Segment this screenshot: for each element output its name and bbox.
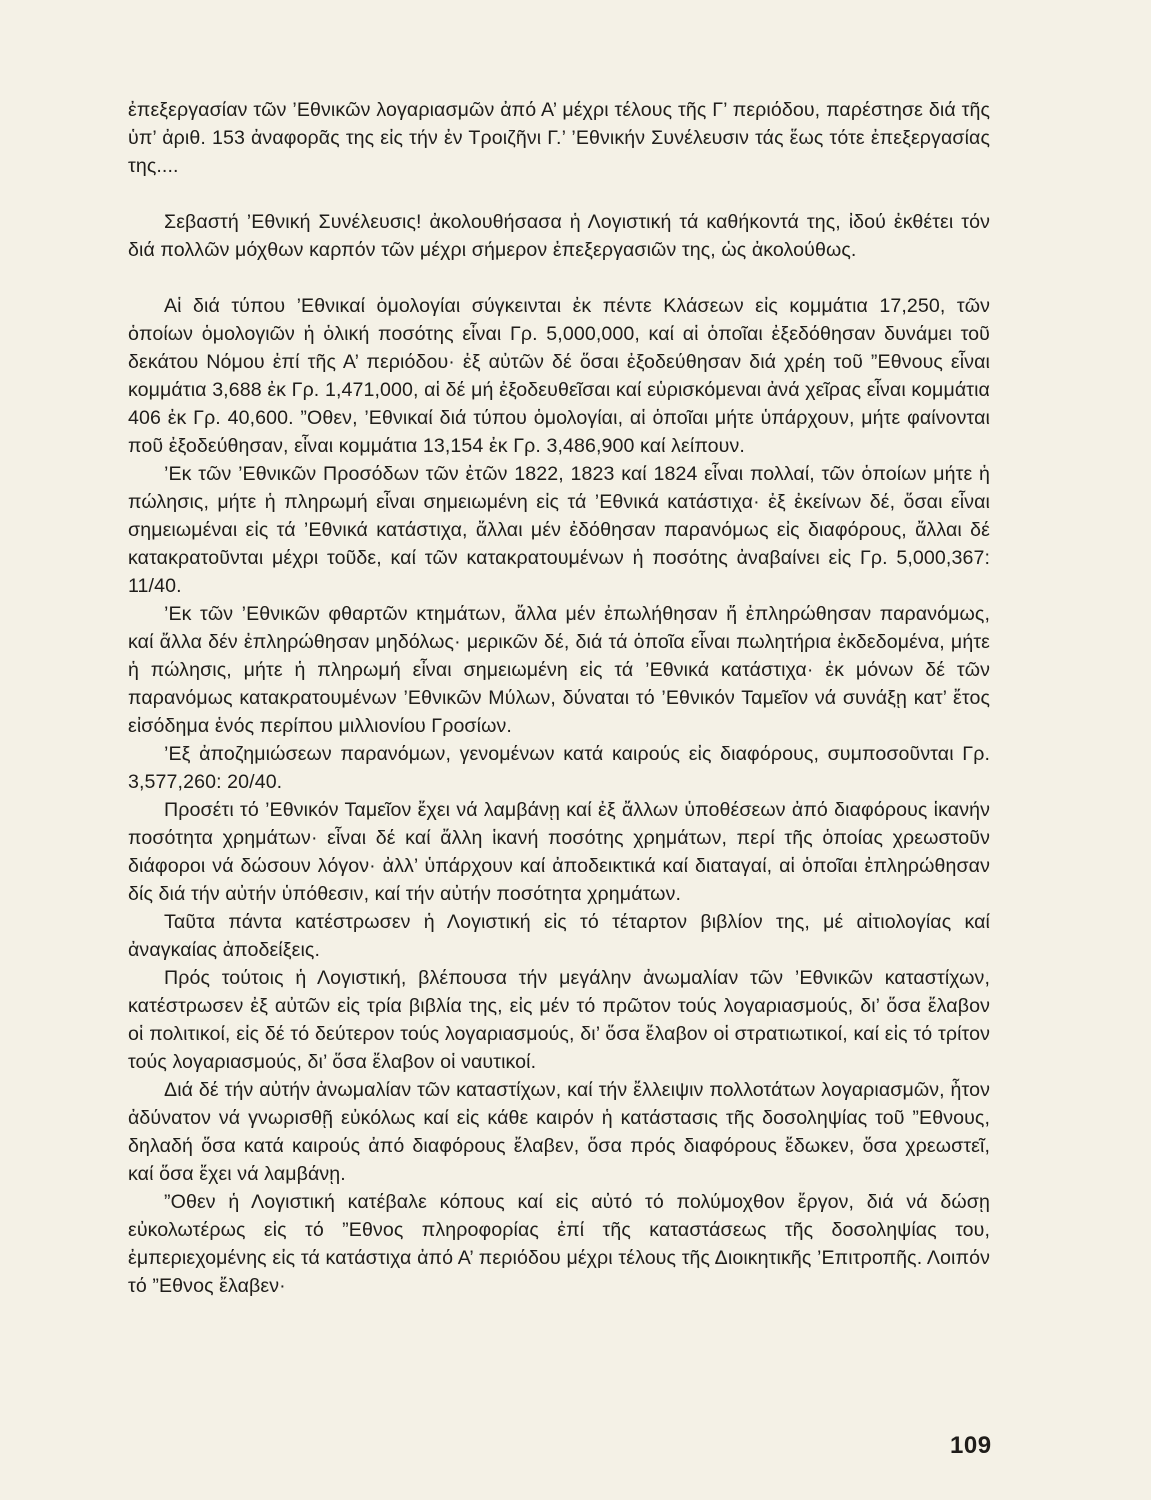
page-number: 109	[950, 1432, 992, 1459]
paragraph-treasury: Προσέτι τό ’Εθνικόν Ταμεῖον ἔχει νά λαμβάνῃ καί ἐξ ἄλλων ὑποθέσεων ἀπό διαφόρους ἱκανήν ποσότητα χρημάτων· εἶναι δέ καί ἄλλη ἱκανή ποσότης χρημάτων, περί τῆς ὁποίας χρεωστοῦν διάφοροι νά δώσουν λόγον· ἀλλ’ ὑπάρχουν καί ἀποδεικτικά καί διαταγαί, αἱ ὁποῖαι ἐπληρώθησαν δίς διά τήν αὐτήν ὑπόθεσιν, καί τήν αὐτήν ποσότητα χρημάτων.	[128, 799, 990, 905]
paragraph-compensations: ’Εξ ἀποζημιώσεων παρανόμων, γενομένων κατά καιρούς εἰς διαφόρους, συμποσοῦνται Γρ. 3,577,260: 20/40.	[128, 743, 990, 793]
paragraph-continuation: ἐπεξεργασίαν τῶν ’Εθνικῶν λογαριασμῶν ἀπό Α’ μέχρι τέλους τῆς Γ’ περιόδου, παρέστησε διά τῆς ὑπ’ ἀριθ. 153 ἀναφορᾶς της εἰς τήν ἐν Τροιζῆνι Γ.’ ’Εθνικήν Συνέλευσιν τάς ἕως τότε ἐπεξεργασίας της....	[128, 99, 990, 177]
paragraph-three-books: Πρός τούτοις ἡ Λογιστική, βλέπουσα τήν μεγάλην ἀνωμαλίαν τῶν ’Εθνικῶν καταστίχων, κατέστρωσεν ἐξ αὐτῶν εἰς τρία βιβλία της, εἰς μέν τό πρῶτον τούς λογαριασμούς, δι’ ὅσα ἔλαβον οἱ πολιτικοί, εἰς δέ τό δεύτερον τούς λογαριασμούς, δι’ ὅσα ἔλαβον οἱ στρατιωτικοί, καί εἰς τό τρίτον τούς λογαριασμούς, δι’ ὅσα ἔλαβον οἱ ναυτικοί.	[128, 967, 990, 1073]
paragraph-revenues: ’Εκ τῶν ’Εθνικῶν Προσόδων τῶν ἐτῶν 1822, 1823 καί 1824 εἶναι πολλαί, τῶν ὁποίων μήτε ἡ πώλησις, μήτε ἡ πληρωμή εἶναι σημειωμένη εἰς τά ’Εθνικά κατάστιχα· ἐξ ἐκείνων δέ, ὅσαι εἶναι σημειωμέναι εἰς τά ’Εθνικά κατάστιχα, ἄλλαι μέν ἐδόθησαν παρανόμως εἰς διαφόρους, ἄλλαι δέ κατακρατοῦνται μέχρι τοῦδε, καί τῶν κατακρατουμένων ἡ ποσότης ἀναβαίνει εἰς Γρ. 5,000,367: 11/40.	[128, 463, 990, 597]
paragraph-anomaly: Διά δέ τήν αὐτήν ἀνωμαλίαν τῶν καταστίχων, καί τήν ἔλλειψιν πολλοτάτων λογαριασμῶν, ἦτον ἀδύνατον νά γνωρισθῇ εὐκόλως καί εἰς κάθε καιρόν ἡ κατάστασις τῆς δοσοληψίας τοῦ ”Εθνους, δηλαδή ὅσα κατά καιρούς ἀπό διαφόρους ἔλαβεν, ὅσα πρός διαφόρους ἔδωκεν, ὅσα χρεωστεῖ, καί ὅσα ἔχει νά λαμβάνῃ.	[128, 1079, 990, 1185]
body-text	[128, 96, 990, 1300]
paragraph-conclusion: ”Οθεν ἡ Λογιστική κατέβαλε κόπους καί εἰς αὐτό τό πολύμοχθον ἔργον, διά νά δώσῃ εὐκολωτέρως εἰς τό ”Εθνος πληροφορίας ἐπί τῆς καταστάσεως τῆς δοσοληψίας του, ἐμπεριεχομένης εἰς τά κατάστιχα ἀπό Α’ περιόδου μέχρι τέλους τῆς Διοικητικῆς ’Επιτροπῆς. Λοιπόν τό ”Εθνος ἔλαβεν·	[128, 1191, 990, 1297]
paragraph-properties: ’Εκ τῶν ’Εθνικῶν φθαρτῶν κτημάτων, ἄλλα μέν ἐπωλήθησαν ἤ ἐπληρώθησαν παρανόμως, καί ἄλλα δέν ἐπληρώθησαν μηδόλως· μερικῶν δέ, διά τά ὁποῖα εἶναι πωλητήρια ἐκδεδομένα, μήτε ἡ πώλησις, μήτε ἡ πληρωμή εἶναι σημειωμένη εἰς τά ’Εθνικά κατάστιχα· ἐκ μόνων δέ τῶν παρανόμως κατακρατουμένων ’Εθνικῶν Μύλων, δύναται τό ’Εθνικόν Ταμεῖον νά συνάξῃ κατ’ ἔτος εἰσόδημα ἑνός περίπου μιλλιονίου Γροσίων.	[128, 603, 990, 737]
paragraph-address: Σεβαστή ’Εθνική Συνέλευσις! ἀκολουθήσασα ἡ Λογιστική τά καθήκοντά της, ἰδού ἐκθέτει τόν διά πολλῶν μόχθων καρπόν τῶν μέχρι σήμερον ἐπεξεργασιῶν της, ὡς ἀκολούθως.	[128, 211, 990, 261]
paragraph-bonds: Αἱ διά τύπου ’Εθνικαί ὁμολογίαι σύγκεινται ἐκ πέντε Κλάσεων εἰς κομμάτια 17,250, τῶν ὁποίων ὁμολογιῶν ἡ ὁλική ποσότης εἶναι Γρ. 5,000,000, καί αἱ ὁποῖαι ἐξεδόθησαν δυνάμει τοῦ δεκάτου Νόμου ἐπί τῆς Α’ περιόδου· ἐξ αὐτῶν δέ ὅσαι ἐξοδεύθησαν διά χρέη τοῦ ”Εθνους εἶναι κομμάτια 3,688 ἐκ Γρ. 1,471,000, αἱ δέ μή ἐξοδευθεῖσαι καί εὑρισκόμεναι ἀνά χεῖρας εἶναι κομμάτια 406 ἐκ Γρ. 40,600. ”Οθεν, ’Εθνικαί διά τύπου ὁμολογίαι, αἱ ὁποῖαι μήτε ὑπάρχουν, μήτε φαίνονται ποῦ ἐξοδεύθησαν, εἶναι κομμάτια 13,154 ἐκ Γρ. 3,486,900 καί λείπουν.	[128, 295, 990, 457]
paragraph-fourth-book: Ταῦτα πάντα κατέστρωσεν ἡ Λογιστική εἰς τό τέταρτον βιβλίον της, μέ αἰτιολογίας καί ἀναγκαίας ἀποδείξεις.	[128, 911, 990, 961]
